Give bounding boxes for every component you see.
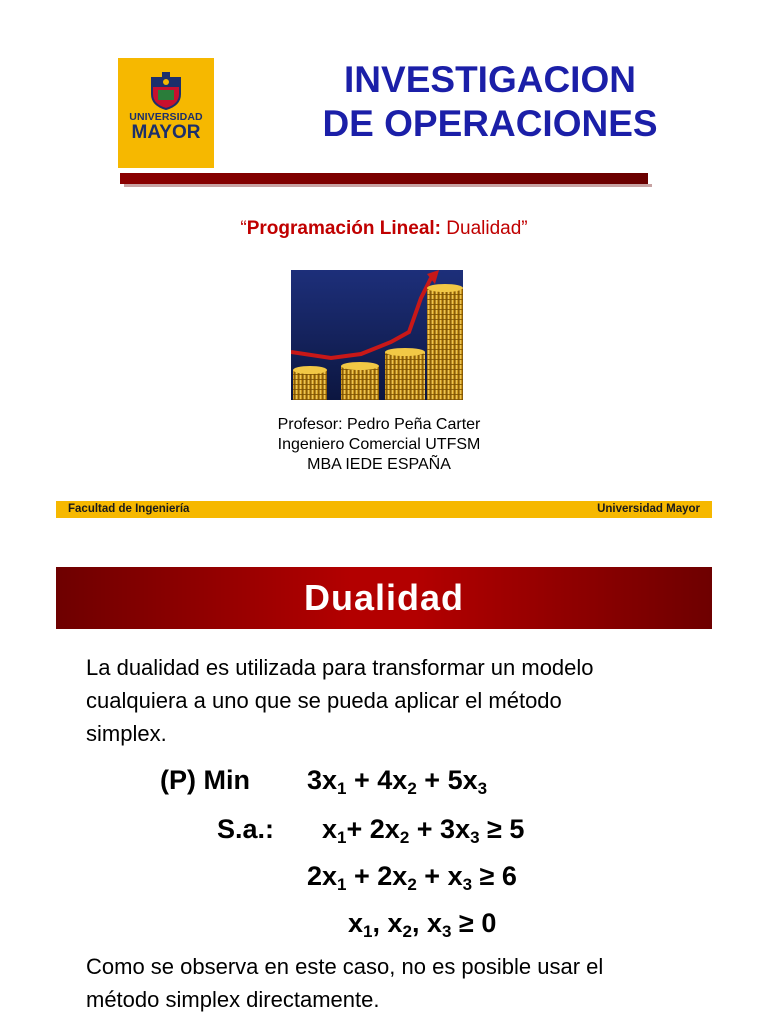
university-logo <box>118 58 214 168</box>
title-divider <box>120 173 648 184</box>
obj-term: + 4x <box>346 765 408 795</box>
c3-rhs: ≥ 0 <box>451 908 497 938</box>
outro-line-1: Como se observa en este caso, no es posible usar el <box>86 954 604 979</box>
course-title <box>300 58 680 146</box>
non-negativity <box>348 908 496 939</box>
subtitle-bold: Programación Lineal: <box>246 218 441 239</box>
coin-stacks-image <box>291 270 463 400</box>
constraint-1 <box>322 814 524 845</box>
c2-sub: 1 <box>337 875 347 894</box>
intro-paragraph <box>86 651 726 750</box>
c3-sub: 2 <box>402 922 412 941</box>
professor-mba: MBA IEDE ESPAÑA <box>307 456 451 473</box>
c2-term: 2x <box>307 861 338 891</box>
obj-sub: 1 <box>337 779 347 798</box>
intro-line-3: simplex. <box>86 721 167 746</box>
c1-term: + 2x <box>346 814 400 844</box>
crest-icon <box>149 72 183 110</box>
c3-term: , x <box>372 908 403 938</box>
course-title-line2: DE OPERACIONES <box>322 103 658 144</box>
professor-degree: Ingeniero Comercial UTFSM <box>277 436 481 453</box>
c1-sub: 3 <box>470 828 480 847</box>
c2-sub: 3 <box>462 875 473 894</box>
footer-faculty: Facultad de Ingeniería <box>68 503 190 515</box>
obj-sub: 3 <box>477 779 488 798</box>
c1-term: + 3x <box>409 814 471 844</box>
obj-term: 3x <box>307 765 338 795</box>
constraint-2 <box>307 861 517 892</box>
intro-line-2: cualquiera a uno que se pueda aplicar el método <box>86 688 562 713</box>
c3-sub: 3 <box>442 922 452 941</box>
professor-name: Profesor: Pedro Peña Carter <box>277 416 481 433</box>
outro-paragraph <box>86 950 726 1016</box>
c1-term: x <box>322 814 338 844</box>
outro-line-2: método simplex directamente. <box>86 987 380 1012</box>
c3-term: , x <box>412 908 443 938</box>
c1-sub: 1 <box>337 828 347 847</box>
title-divider-shadow <box>124 184 652 187</box>
subtitle-open-quote: “ <box>240 218 247 239</box>
c3-sub: 1 <box>363 922 373 941</box>
c1-sub: 2 <box>399 828 410 847</box>
c2-rhs: ≥ 6 <box>472 861 517 891</box>
intro-line-1: La dualidad es utilizada para transformar un modelo <box>86 655 594 680</box>
c3-term: x <box>348 908 364 938</box>
logo-text-universidad: UNIVERSIDAD <box>129 111 203 123</box>
c2-term: + x <box>416 861 463 891</box>
course-title-line1: INVESTIGACION <box>344 59 636 100</box>
subtitle-close-quote: ” <box>521 218 528 239</box>
constraint-label: S.a.: <box>217 814 275 844</box>
obj-sub: 2 <box>407 779 417 798</box>
subtitle-normal: Dualidad <box>441 218 522 239</box>
footer-university: Universidad Mayor <box>597 503 700 515</box>
c1-rhs: ≥ 5 <box>479 814 525 844</box>
obj-term: + 5x <box>416 765 478 795</box>
problem-label: (P) Min <box>160 765 250 795</box>
c2-sub: 2 <box>407 875 417 894</box>
lecture-subtitle <box>0 218 768 240</box>
professor-info <box>0 415 758 475</box>
logo-text-mayor: MAYOR <box>131 122 201 143</box>
objective-function <box>307 765 487 796</box>
c2-term: + 2x <box>346 861 408 891</box>
section-heading: Dualidad <box>303 577 464 618</box>
